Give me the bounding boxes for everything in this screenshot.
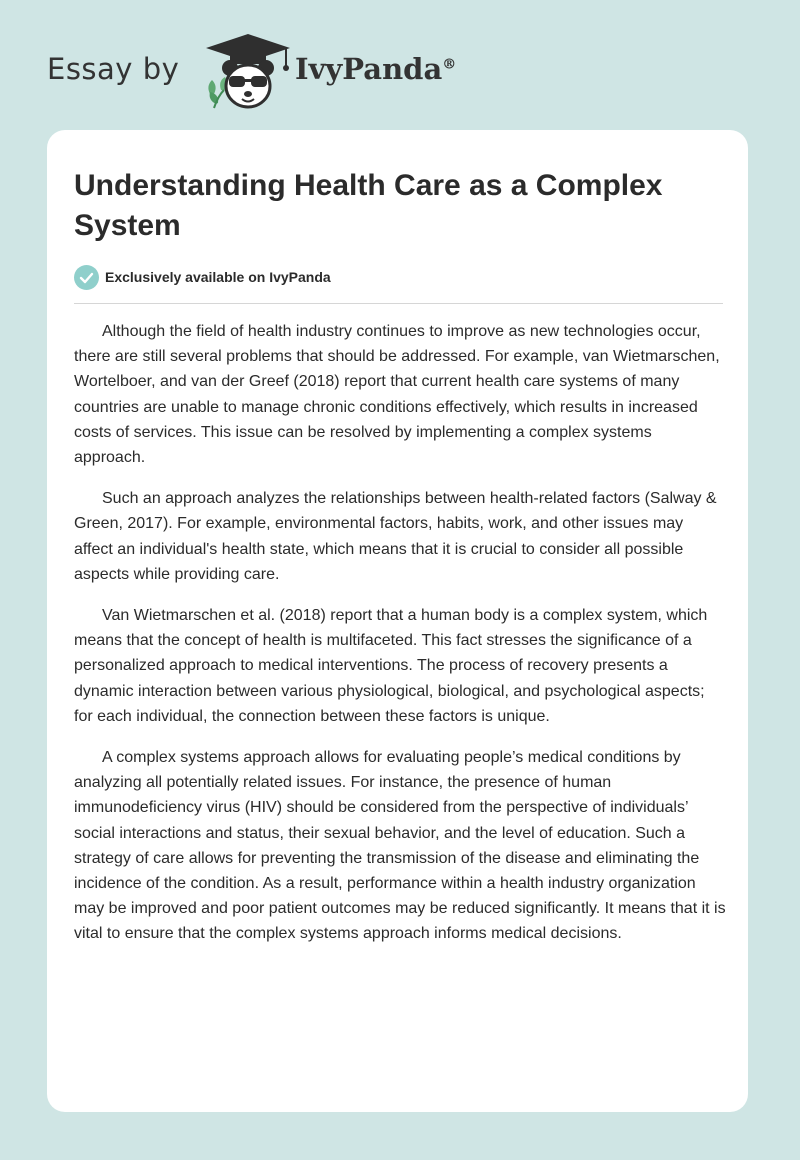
essay-card	[47, 130, 748, 1112]
page-title: Understanding Health Care as a Complex System	[74, 169, 663, 242]
essay-by-label: Essay by	[47, 52, 180, 86]
paragraph: Van Wietmarschen et al. (2018) report that a human body is a complex system, which means that the concept of health is multifaceted. This fact stresses the significance of a personalized approach to medical interventions. The process of recovery presents a dynamic interaction between various physiological, biological, and psychological aspects; for each individual, the connection between these factors is unique.	[74, 607, 708, 725]
brand-logo-text[interactable]	[295, 52, 456, 86]
panda-graduate-icon[interactable]	[202, 32, 294, 112]
paragraph: Such an approach analyzes the relationships between health-related factors (Salway & Green, 2017). For example, environmental factors, habits, work, and other issues may affect an individual's health state, which means that it is crucial to consider all possible aspects while providing care.	[74, 490, 717, 583]
paragraph: Although the field of health industry continues to improve as new technologies occur, there are still several problems that should be addressed. For example, van Wietmarschen, Wortelboer, and van der Greef (2018) report that current health care systems of many countries are unable to manage chronic conditions effectively, which results in increased costs of services. This issue can be resolved by implementing a complex systems approach.	[74, 323, 720, 467]
essay-body	[74, 319, 726, 963]
brand-name: IvyPanda	[295, 52, 443, 86]
badge-label: Exclusively available on IvyPanda	[105, 269, 331, 285]
paragraph: A complex systems approach allows for evaluating people’s medical conditions by analyzing all potentially related issues. For instance, the presence of human immunodeficiency virus (HIV) should be considered from the perspective of individuals’ social interactions and status, their sexual behavior, and the level of education. Such a strategy of care allows for preventing the transmission of the disease and eliminating the incidence of the condition. As a result, performance within a health industry organization may be improved and poor patient outcomes may be reduced significantly. It means that it is vital to ensure that the complex systems approach informs medical decisions.	[74, 749, 726, 943]
divider	[74, 303, 723, 304]
site-header	[47, 30, 487, 110]
leaf-icon	[208, 77, 226, 108]
registered-mark: ®	[442, 56, 457, 73]
check-circle-icon	[74, 265, 99, 290]
exclusive-badge	[74, 264, 331, 290]
